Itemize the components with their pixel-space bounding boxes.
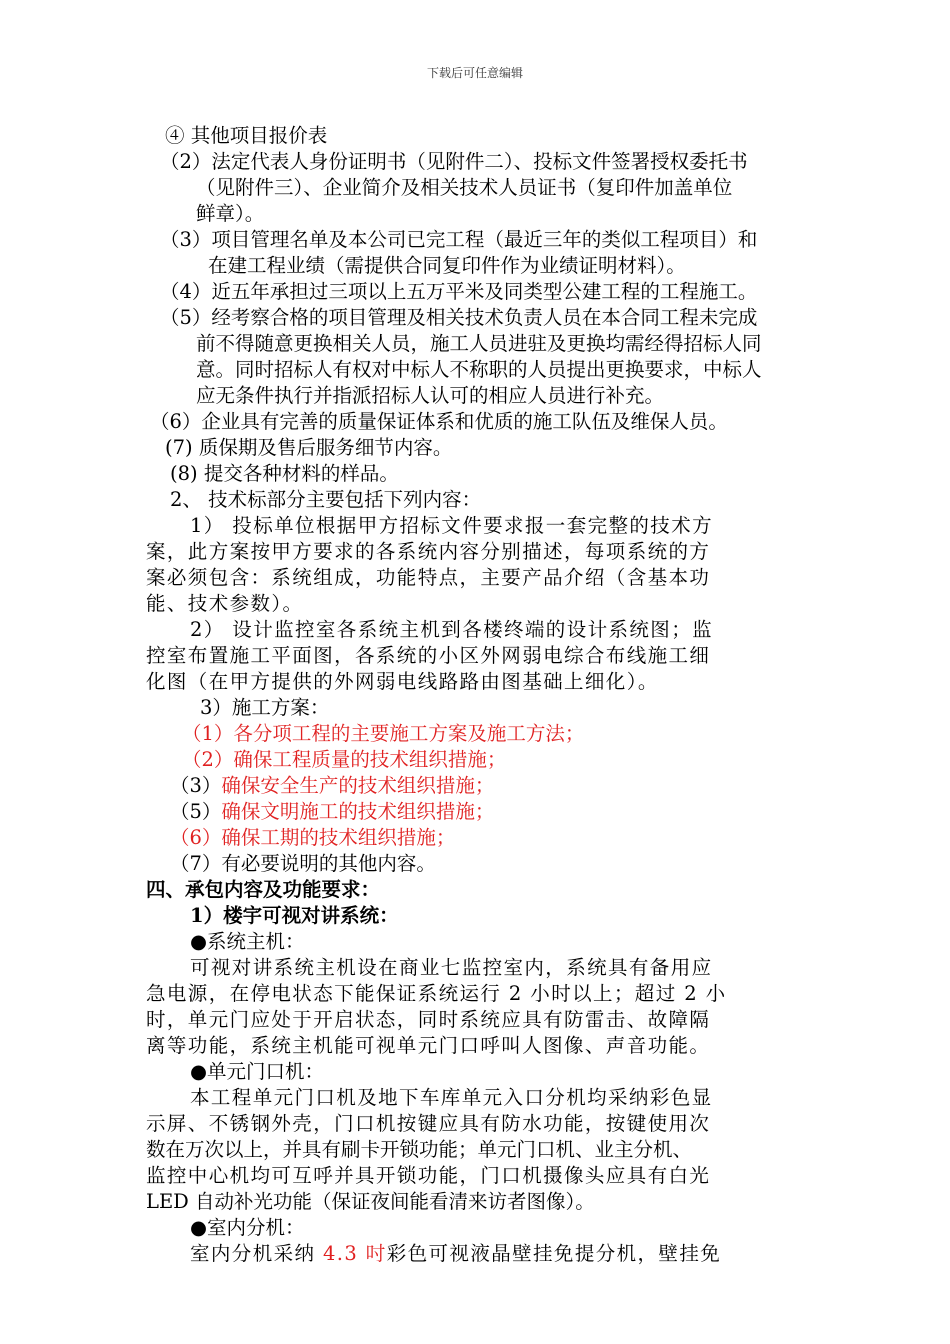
text-line: （4）近五年承担过三项以上五万平米及同类型公建工程的工程施工。	[160, 280, 758, 303]
text-line: 鲜章）。	[196, 202, 265, 225]
text-line: （3）项目管理名单及本公司已完工程（最近三年的类似工程项目）和	[160, 228, 758, 251]
text-line: （2）确保工程质量的技术组织措施；	[182, 748, 507, 771]
text-line: 能、技术参数）。	[146, 592, 304, 615]
bullet-heading: ●单元门口机：	[190, 1060, 325, 1083]
subsection-heading: 1）楼宇可视对讲系统：	[190, 904, 399, 927]
item-text: 确保安全生产的技术组织措施；	[221, 774, 495, 797]
text-line: 前不得随意更换相关人员，施工人员进驻及更换均需经得招标人同	[196, 332, 762, 355]
text-line: （7）有必要说明的其他内容。	[170, 852, 436, 875]
text-segment: 彩色可视液晶壁挂免提分机，壁挂免	[386, 1242, 722, 1265]
screen-size: 4.3 吋	[323, 1242, 387, 1265]
text-line: （6）确保工期的技术组织措施；	[170, 826, 456, 849]
text-line	[190, 1241, 721, 1267]
text-line: 案，此方案按甲方要求的各系统内容分别描述，每项系统的方	[146, 540, 711, 563]
text-line: LED 自动补光功能（保证夜间能看清来访者图像）。	[146, 1190, 595, 1213]
item-text: 确保文明施工的技术组织措施；	[221, 800, 495, 823]
text-line: 应无条件执行并指派招标人认可的相应人员进行补充。	[196, 384, 665, 407]
item-number: （3）	[170, 774, 222, 797]
item-number: （5）	[170, 800, 222, 823]
text-line: 1） 投标单位根据甲方招标文件要求报一套完整的技术方	[190, 514, 714, 537]
text-line: 2） 设计监控室各系统主机到各楼终端的设计系统图；监	[190, 618, 714, 641]
text-line: 监控中心机均可互呼并具开锁功能，门口机摄像头应具有白光	[146, 1164, 711, 1187]
text-segment: 室内分机采纳	[190, 1242, 323, 1265]
text-line: 离等功能，系统主机能可视单元门口呼叫人图像、声音功能。	[146, 1034, 711, 1057]
text-line: 意。同时招标人有权对中标人不称职的人员提出更换要求，中标人	[196, 358, 762, 381]
text-line: 2、 技术标部分主要包括下列内容：	[170, 488, 482, 511]
text-line	[170, 773, 494, 799]
text-line: （5）经考察合格的项目管理及相关技术负责人员在本合同工程未完成	[160, 306, 758, 329]
text-line: (8) 提交各种材料的样品。	[170, 462, 399, 485]
text-line: 3）施工方案：	[200, 696, 330, 719]
text-line: 案必须包含：系统组成，功能特点，主要产品介绍（含基本功	[146, 566, 711, 589]
text-line: 急电源，在停电状态下能保证系统运行 2 小时以上；超过 2 小	[146, 982, 727, 1005]
text-line: 本工程单元门口机及地下车库单元入口分机均采纳彩色显	[190, 1086, 713, 1109]
text-line: 控室布置施工平面图，各系统的小区外网弱电综合布线施工细	[146, 644, 711, 667]
text-line: （2）法定代表人身份证明书（见附件二）、投标文件签署授权委托书	[160, 150, 748, 173]
page-header: 下载后可任意编辑	[426, 66, 523, 80]
section-heading: 四、承包内容及功能要求：	[146, 878, 381, 901]
text-line: 可视对讲系统主机设在商业七监控室内，系统具有备用应	[190, 956, 713, 979]
text-line: 化图（在甲方提供的外网弱电线路路由图基础上细化）。	[146, 670, 659, 693]
bullet-heading: ●室内分机：	[190, 1216, 305, 1239]
text-line: （见附件三）、企业简介及相关技术人员证书（复印件加盖单位	[196, 176, 733, 199]
text-line: （6）企业具有完善的质量保证体系和优质的施工队伍及维保人员。	[150, 410, 728, 433]
bullet-heading: ●系统主机：	[190, 930, 305, 953]
text-line: （1）各分项工程的主要施工方案及施工方法；	[182, 722, 585, 745]
text-line: (7) 质保期及售后服务细节内容。	[165, 436, 453, 459]
text-line: 数在万次以上，并具有刷卡开锁功能；单元门口机、业主分机、	[146, 1138, 693, 1161]
text-line: ④ 其他项目报价表	[165, 124, 328, 147]
text-line: 时，单元门应处于开启状态，同时系统应具有防雷击、故障隔	[146, 1008, 711, 1031]
text-line: 示屏、不锈钢外壳，门口机按键应具有防水功能，按键使用次	[146, 1112, 711, 1135]
text-line	[170, 799, 494, 825]
text-line: 在建工程业绩（需提供合同复印件作为业绩证明材料）。	[208, 254, 686, 277]
